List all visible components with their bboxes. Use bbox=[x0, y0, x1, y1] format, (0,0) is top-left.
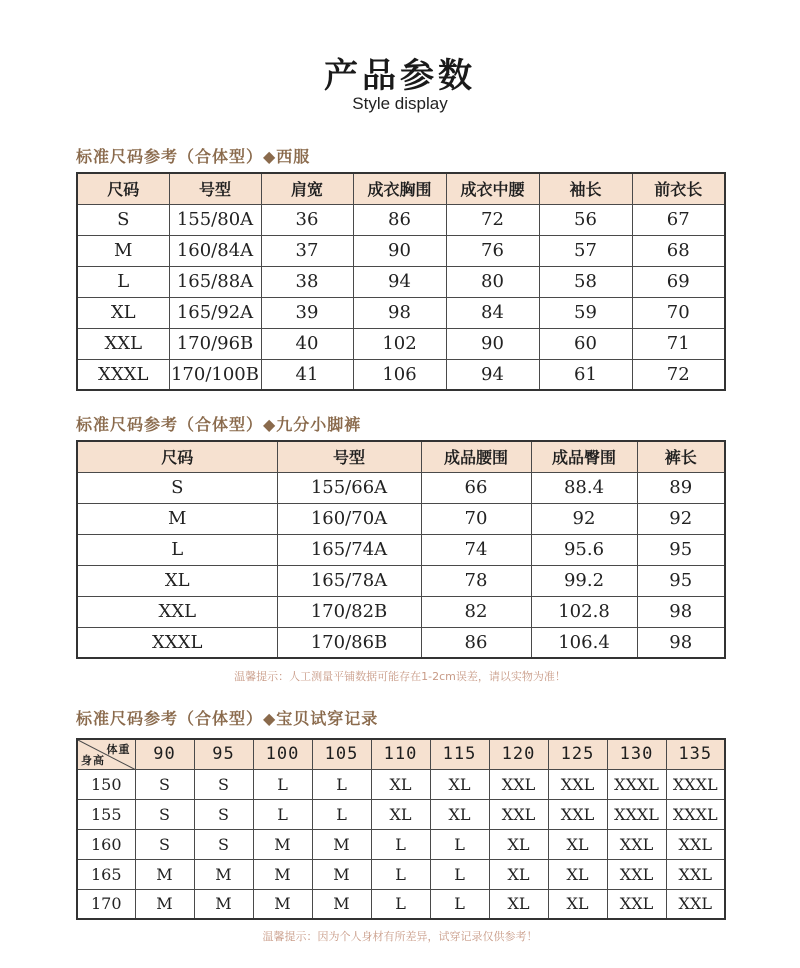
weight-header: 90 bbox=[135, 739, 194, 769]
table-cell: 92 bbox=[531, 503, 637, 534]
table-row bbox=[77, 627, 725, 658]
pants-section-title: 标准尺码参考（合体型）◆九分小脚裤 bbox=[76, 415, 362, 434]
table-cell: 106.4 bbox=[531, 627, 637, 658]
table-cell: S bbox=[77, 472, 277, 503]
size-cell: M bbox=[253, 829, 312, 859]
weight-header: 100 bbox=[253, 739, 312, 769]
suit-col-header: 成衣中腰 bbox=[446, 173, 539, 204]
table-cell: 66 bbox=[421, 472, 531, 503]
table-cell: 165/74A bbox=[277, 534, 421, 565]
table-cell: M bbox=[77, 235, 169, 266]
table-cell: 102 bbox=[353, 328, 446, 359]
table-cell: XL bbox=[77, 297, 169, 328]
page-subtitle: Style display bbox=[352, 94, 448, 113]
size-cell: L bbox=[253, 769, 312, 799]
size-cell: XL bbox=[489, 889, 548, 919]
pants-col-header: 成品臀围 bbox=[531, 441, 637, 472]
table-cell: 56 bbox=[539, 204, 632, 235]
table-cell: 39 bbox=[261, 297, 353, 328]
table-cell: XXXL bbox=[77, 359, 169, 390]
suit-col-header: 号型 bbox=[169, 173, 261, 204]
size-cell: XXXL bbox=[666, 799, 725, 829]
size-cell: M bbox=[312, 889, 371, 919]
size-cell: XXL bbox=[666, 829, 725, 859]
table-cell: 94 bbox=[353, 266, 446, 297]
size-cell: XL bbox=[548, 829, 607, 859]
table-cell: 59 bbox=[539, 297, 632, 328]
table-row bbox=[77, 596, 725, 627]
suit-col-header: 袖长 bbox=[539, 173, 632, 204]
table-cell: 95 bbox=[637, 534, 725, 565]
table-cell: 76 bbox=[446, 235, 539, 266]
suit-col-header: 尺码 bbox=[77, 173, 169, 204]
size-cell: L bbox=[430, 859, 489, 889]
size-cell: XXL bbox=[607, 829, 666, 859]
table-cell: 92 bbox=[637, 503, 725, 534]
size-cell: XXXL bbox=[607, 799, 666, 829]
height-cell: 165 bbox=[77, 859, 135, 889]
trial-note: 温馨提示：因为个人身材有所差异，试穿记录仅供参考！ bbox=[262, 930, 538, 943]
size-cell: XXXL bbox=[666, 769, 725, 799]
table-cell: 160/84A bbox=[169, 235, 261, 266]
table-row bbox=[77, 266, 725, 297]
table-row bbox=[77, 829, 725, 859]
size-cell: M bbox=[253, 889, 312, 919]
table-cell: 74 bbox=[421, 534, 531, 565]
table-cell: 71 bbox=[632, 328, 725, 359]
suit-header-row bbox=[77, 173, 725, 204]
pants-col-header: 尺码 bbox=[77, 441, 277, 472]
size-cell: S bbox=[135, 829, 194, 859]
table-cell: 94 bbox=[446, 359, 539, 390]
size-cell: L bbox=[430, 889, 489, 919]
table-cell: 38 bbox=[261, 266, 353, 297]
table-cell: 72 bbox=[632, 359, 725, 390]
size-cell: XXL bbox=[548, 769, 607, 799]
table-cell: XXL bbox=[77, 596, 277, 627]
size-cell: M bbox=[194, 889, 253, 919]
table-cell: 86 bbox=[421, 627, 531, 658]
size-cell: L bbox=[253, 799, 312, 829]
table-cell: XXL bbox=[77, 328, 169, 359]
suit-col-header: 肩宽 bbox=[261, 173, 353, 204]
table-row bbox=[77, 534, 725, 565]
pants-size-table bbox=[76, 440, 726, 659]
pants-note: 温馨提示：人工测量平铺数据可能存在1-2cm误差，请以实物为准！ bbox=[234, 670, 566, 683]
table-cell: 68 bbox=[632, 235, 725, 266]
table-row bbox=[77, 235, 725, 266]
weight-header: 110 bbox=[371, 739, 430, 769]
table-cell: 82 bbox=[421, 596, 531, 627]
suit-col-header: 前衣长 bbox=[632, 173, 725, 204]
weight-header: 125 bbox=[548, 739, 607, 769]
size-cell: L bbox=[371, 889, 430, 919]
size-cell: L bbox=[371, 859, 430, 889]
pants-header-row bbox=[77, 441, 725, 472]
table-cell: XXXL bbox=[77, 627, 277, 658]
size-cell: S bbox=[194, 799, 253, 829]
table-cell: 98 bbox=[637, 596, 725, 627]
size-cell: L bbox=[371, 829, 430, 859]
table-cell: 90 bbox=[446, 328, 539, 359]
table-cell: 98 bbox=[353, 297, 446, 328]
table-cell: 69 bbox=[632, 266, 725, 297]
size-cell: S bbox=[194, 829, 253, 859]
table-row bbox=[77, 204, 725, 235]
size-cell: XL bbox=[489, 859, 548, 889]
table-cell: 90 bbox=[353, 235, 446, 266]
size-cell: S bbox=[135, 799, 194, 829]
height-cell: 170 bbox=[77, 889, 135, 919]
pants-col-header: 成品腰围 bbox=[421, 441, 531, 472]
table-row bbox=[77, 297, 725, 328]
pants-col-header: 裤长 bbox=[637, 441, 725, 472]
trial-header-row bbox=[77, 739, 725, 769]
table-row bbox=[77, 859, 725, 889]
pants-col-header: 号型 bbox=[277, 441, 421, 472]
table-cell: 165/92A bbox=[169, 297, 261, 328]
size-cell: XXXL bbox=[607, 769, 666, 799]
table-cell: 58 bbox=[539, 266, 632, 297]
size-cell: M bbox=[312, 859, 371, 889]
corner-height-label: 身高 bbox=[81, 753, 105, 767]
size-cell: S bbox=[194, 769, 253, 799]
table-row bbox=[77, 769, 725, 799]
table-cell: 86 bbox=[353, 204, 446, 235]
table-cell: 88.4 bbox=[531, 472, 637, 503]
table-cell: 95.6 bbox=[531, 534, 637, 565]
table-cell: 170/96B bbox=[169, 328, 261, 359]
table-cell: 170/82B bbox=[277, 596, 421, 627]
size-cell: S bbox=[135, 769, 194, 799]
table-cell: 70 bbox=[632, 297, 725, 328]
size-cell: XL bbox=[489, 829, 548, 859]
weight-header: 105 bbox=[312, 739, 371, 769]
size-cell: XL bbox=[430, 769, 489, 799]
trial-section-title: 标准尺码参考（合体型）◆宝贝试穿记录 bbox=[76, 709, 379, 728]
size-cell: XXL bbox=[548, 799, 607, 829]
table-cell: 106 bbox=[353, 359, 446, 390]
size-cell: XXL bbox=[666, 859, 725, 889]
trial-record-table bbox=[76, 738, 726, 920]
table-cell: 95 bbox=[637, 565, 725, 596]
table-cell: 89 bbox=[637, 472, 725, 503]
size-cell: M bbox=[194, 859, 253, 889]
size-cell: M bbox=[135, 859, 194, 889]
table-cell: S bbox=[77, 204, 169, 235]
table-cell: XL bbox=[77, 565, 277, 596]
size-cell: XL bbox=[430, 799, 489, 829]
table-cell: 40 bbox=[261, 328, 353, 359]
table-row bbox=[77, 889, 725, 919]
size-cell: M bbox=[135, 889, 194, 919]
table-cell: 165/88A bbox=[169, 266, 261, 297]
table-row bbox=[77, 799, 725, 829]
suit-size-table bbox=[76, 172, 726, 391]
size-cell: L bbox=[312, 799, 371, 829]
size-cell: XL bbox=[371, 799, 430, 829]
table-cell: 60 bbox=[539, 328, 632, 359]
table-cell: 165/78A bbox=[277, 565, 421, 596]
table-row bbox=[77, 328, 725, 359]
weight-header: 115 bbox=[430, 739, 489, 769]
table-cell: 170/86B bbox=[277, 627, 421, 658]
table-cell: 61 bbox=[539, 359, 632, 390]
size-cell: L bbox=[430, 829, 489, 859]
table-cell: 155/80A bbox=[169, 204, 261, 235]
table-row bbox=[77, 359, 725, 390]
height-cell: 155 bbox=[77, 799, 135, 829]
size-cell: XL bbox=[548, 889, 607, 919]
table-cell: L bbox=[77, 534, 277, 565]
table-cell: 98 bbox=[637, 627, 725, 658]
corner-cell bbox=[77, 739, 135, 769]
size-cell: XL bbox=[548, 859, 607, 889]
table-cell: 67 bbox=[632, 204, 725, 235]
table-cell: 78 bbox=[421, 565, 531, 596]
table-cell: 102.8 bbox=[531, 596, 637, 627]
table-row bbox=[77, 503, 725, 534]
table-cell: 84 bbox=[446, 297, 539, 328]
size-cell: XXL bbox=[607, 889, 666, 919]
table-cell: 70 bbox=[421, 503, 531, 534]
suit-section-title: 标准尺码参考（合体型）◆西服 bbox=[76, 147, 311, 166]
size-cell: XXL bbox=[607, 859, 666, 889]
table-cell: 37 bbox=[261, 235, 353, 266]
table-cell: L bbox=[77, 266, 169, 297]
table-row bbox=[77, 472, 725, 503]
table-cell: 41 bbox=[261, 359, 353, 390]
weight-header: 130 bbox=[607, 739, 666, 769]
table-cell: 155/66A bbox=[277, 472, 421, 503]
table-cell: 160/70A bbox=[277, 503, 421, 534]
size-cell: XL bbox=[371, 769, 430, 799]
size-cell: XXL bbox=[666, 889, 725, 919]
table-cell: 99.2 bbox=[531, 565, 637, 596]
corner-weight-label: 体重 bbox=[106, 743, 131, 756]
size-cell: L bbox=[312, 769, 371, 799]
table-cell: 57 bbox=[539, 235, 632, 266]
table-cell: 36 bbox=[261, 204, 353, 235]
weight-header: 135 bbox=[666, 739, 725, 769]
height-cell: 160 bbox=[77, 829, 135, 859]
weight-header: 120 bbox=[489, 739, 548, 769]
table-row bbox=[77, 565, 725, 596]
page-title: 产品参数 bbox=[324, 56, 476, 96]
suit-col-header: 成衣胸围 bbox=[353, 173, 446, 204]
height-cell: 150 bbox=[77, 769, 135, 799]
size-cell: XXL bbox=[489, 769, 548, 799]
table-cell: 72 bbox=[446, 204, 539, 235]
size-cell: M bbox=[253, 859, 312, 889]
table-cell: 80 bbox=[446, 266, 539, 297]
size-cell: XXL bbox=[489, 799, 548, 829]
table-cell: M bbox=[77, 503, 277, 534]
size-cell: M bbox=[312, 829, 371, 859]
weight-header: 95 bbox=[194, 739, 253, 769]
table-cell: 170/100B bbox=[169, 359, 261, 390]
